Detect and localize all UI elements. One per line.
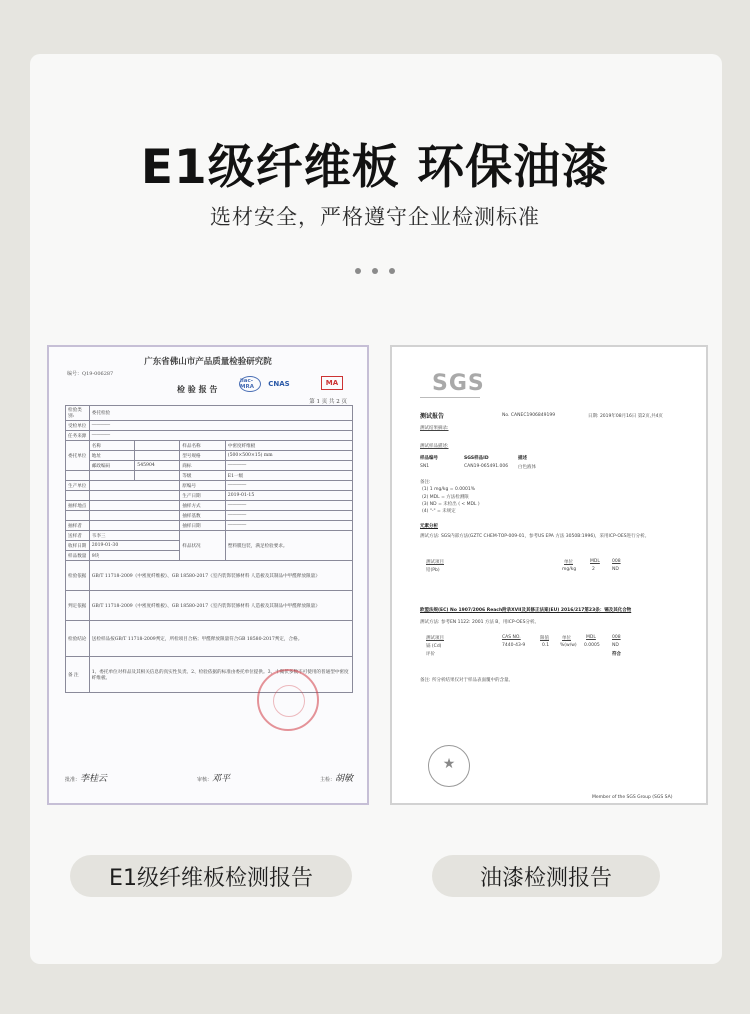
sgs-th-mdl: MDL xyxy=(590,559,600,564)
table-cell: 韦李三 xyxy=(89,531,180,541)
table-cell: 商标 xyxy=(180,461,226,471)
table-cell: 检验类别: xyxy=(66,406,90,421)
table-cell: 检验结论 xyxy=(66,621,90,657)
table-cell: 2019-01-15 xyxy=(225,491,352,501)
table-cell: 收样日期 xyxy=(66,541,90,551)
sgs-method-2: 测试方法: 参考EN 1122: 2001 方法 B，用ICP-OES分析。 xyxy=(420,620,539,625)
carousel-dot xyxy=(389,268,395,274)
sgs-footer: Member of the SGS Group (SGS SA) xyxy=(592,795,673,800)
table-cell xyxy=(89,471,135,481)
sgs-lead-unit: mg/kg xyxy=(562,567,577,572)
table-cell: 生产日期 xyxy=(180,491,226,501)
fiberboard-report-button[interactable]: E1级纤维板检测报告 xyxy=(70,855,352,897)
table-cell: GB/T 11718-2009《中密度纤维板》、GB 18580-2017《室内装饰装修材料 人造板及其制品中甲醛释放限量》 xyxy=(89,561,352,591)
cnas-logo-icon: CNAS xyxy=(268,380,290,388)
sgs-th-result: 008 xyxy=(612,635,621,640)
table-cell xyxy=(89,501,180,511)
red-seal-stamp-icon xyxy=(257,669,319,731)
report-number: 编号：Q19-006287 xyxy=(67,371,114,377)
table-cell: ―――― xyxy=(225,521,352,531)
table-cell: 任务来源 xyxy=(66,431,90,441)
table-cell: ―――― xyxy=(89,421,352,431)
sgs-report-title: 测试报告 xyxy=(420,413,445,420)
table-cell: 抽样者 xyxy=(66,521,90,531)
sgs-section-elements: 元素分析 xyxy=(420,524,438,529)
sgs-summary-label: 测试结果摘录: xyxy=(420,426,449,431)
sgs-sample-label: 测试样品描述: xyxy=(420,444,449,449)
table-cell xyxy=(89,481,180,491)
table-cell: 样品状况 xyxy=(180,531,226,561)
sgs-cd-unit: %(w/w) xyxy=(560,643,577,648)
table-cell: 生产单位 xyxy=(66,481,90,491)
sgs-notes-title: 备注: xyxy=(420,480,431,485)
table-cell: E1一级 xyxy=(225,471,352,481)
sgs-row-desc: 白色液体 xyxy=(518,465,536,470)
table-cell: 地址 xyxy=(89,451,135,461)
table-cell: 1、委托单位对样品及其相关信息的真实性负责。2、检验依据的标准由委托单位提供。3、十微伏多数不可使用的普通型中密度纤维板。 xyxy=(89,657,352,693)
sgs-row-sgs: CAN19-065491.006 xyxy=(464,464,509,469)
sgs-cd-limit: 0.1 xyxy=(542,643,550,648)
sgs-lead-result: ND xyxy=(612,567,619,572)
sgs-report-number: No. CANEC1906849199 xyxy=(502,413,556,418)
table-cell: 塑料膜包装，满足检验要求。 xyxy=(225,531,352,561)
sgs-note: (1) 1 mg/kg = 0.0001% xyxy=(422,487,475,492)
sgs-th-mdl: MDL xyxy=(586,635,596,640)
table-cell: 抽样地点 xyxy=(66,501,90,511)
table-cell: 545904 xyxy=(135,461,180,471)
sgs-cd-result: ND xyxy=(612,643,619,648)
sgs-bottom-note: 备注: 所分析结果仅对于样品表面覆中的含量。 xyxy=(420,678,513,683)
table-cell xyxy=(89,521,180,531)
sgs-method-1: 测试方法: SGS内部方法(GZTC CHEM-TOP-009-01，参考US EPA 方法 3050B:1996)，采用ICP-OES进行分析。 xyxy=(420,534,650,539)
table-cell: GB/T 11718-2009《中密度纤维板》、GB 18580-2017《室内装饰装修材料 人造板及其制品中甲醛释放限量》 xyxy=(89,591,352,621)
fiberboard-report-image[interactable] xyxy=(47,345,369,805)
page-headline: E1级纤维板 环保油漆 xyxy=(140,140,610,195)
sgs-seal-icon xyxy=(428,745,470,787)
carousel-dot xyxy=(372,268,378,274)
table-cell: 送检样品按GB/T 11718-2009判定，所检项目合格；甲醛释放限量符合GB 18580-2017判定，合格。 xyxy=(89,621,352,657)
sgs-cd-item: 镉 (Cd) xyxy=(426,644,442,649)
report-subtitle: 检 验 报 告 xyxy=(177,384,218,394)
table-cell: 抽样基数 xyxy=(180,511,226,521)
sgs-row-no: SN1 xyxy=(420,464,430,469)
table-cell: 抽样方式 xyxy=(180,501,226,511)
sgs-th-item: 测试项目 xyxy=(426,560,444,565)
sgs-cd-mdl: 0.0005 xyxy=(584,643,600,648)
table-cell: 备 注 xyxy=(66,657,90,693)
table-cell: 邮政编码 xyxy=(89,461,135,471)
table-cell: 名称 xyxy=(89,441,135,451)
sgs-judge-result: 符合 xyxy=(612,652,621,657)
sgs-th-cas: CAS NO. xyxy=(502,635,521,640)
sgs-header-desc: 描述 xyxy=(518,456,527,461)
paint-report-button[interactable]: 油漆检测报告 xyxy=(432,855,660,897)
carousel-dot xyxy=(355,268,361,274)
table-cell xyxy=(135,451,180,461)
sgs-th-result: 008 xyxy=(612,559,621,564)
table-cell: 9块 xyxy=(89,551,180,561)
table-cell: 2019-01-30 xyxy=(89,541,180,551)
table-cell: 型号规格 xyxy=(180,451,226,461)
sgs-th-unit: 单位 xyxy=(562,636,571,641)
paint-report-image[interactable] xyxy=(390,345,708,805)
table-cell: 委托单位 xyxy=(66,441,90,471)
sgs-header-no: 样品编号 xyxy=(420,456,438,461)
table-cell xyxy=(66,511,90,521)
sgs-th-limit: 限值 xyxy=(540,636,549,641)
sgs-logo-icon: SGS xyxy=(432,371,485,396)
sgs-judge-row: 评价 xyxy=(426,652,435,657)
carousel-dots xyxy=(0,268,750,274)
table-cell: 检验依据 xyxy=(66,561,90,591)
table-cell: 中密度纤维板 xyxy=(225,441,352,451)
sgs-report-date: 日期: 2019年08月16日 第2页,共4页 xyxy=(588,414,663,419)
table-cell: 样品名称 xyxy=(180,441,226,451)
table-cell: 委托检验 xyxy=(89,406,352,421)
table-cell: 原编号 xyxy=(180,481,226,491)
table-cell: 抽样日期 xyxy=(180,521,226,531)
sgs-note: (3) ND = 未检出 ( < MDL ) xyxy=(422,502,480,507)
sgs-section-reach: 欧盟法规(EC) No 1907/2006 Reach附录XVII及其修正法案(EU) 2016/217第23条：镉及其化合物 xyxy=(420,608,632,613)
inspection-table xyxy=(65,405,353,693)
signature-row: 批准：李桂云 审核：邓平 主检：胡敏 xyxy=(65,774,353,784)
sgs-lead-item: 铅(Pb) xyxy=(426,568,440,573)
table-cell: ―――― xyxy=(225,481,352,491)
sgs-note: (4) "-" = 未规定 xyxy=(422,509,456,514)
sgs-note: (2) MDL = 方法检测限 xyxy=(422,495,469,500)
table-cell: 受检单位 xyxy=(66,421,90,431)
sgs-logo-rule xyxy=(420,397,480,398)
sgs-th-unit: 单位 xyxy=(564,560,573,565)
table-cell xyxy=(135,441,180,451)
table-cell xyxy=(66,471,90,481)
sgs-header-sgs: SGS样品ID xyxy=(464,456,489,461)
table-cell xyxy=(89,491,180,501)
table-cell: 送样者 xyxy=(66,531,90,541)
report-page-number: 第 1 页 共 2 页 xyxy=(309,399,347,405)
table-cell: ―――― xyxy=(225,511,352,521)
report-institute-title: 广东省佛山市产品质量检验研究院 xyxy=(144,357,272,367)
table-cell: (500×500×15) mm xyxy=(225,451,352,461)
sgs-cd-cas: 7440-43-9 xyxy=(502,643,526,648)
sgs-lead-mdl: 2 xyxy=(592,567,595,572)
page-subline: 选材安全，严格遵守企业检测标准 xyxy=(210,205,540,229)
table-cell xyxy=(66,491,90,501)
table-cell: 等级 xyxy=(180,471,226,481)
ilac-logo-icon: ilac-MRA xyxy=(239,376,261,392)
sgs-th-item: 测试项目 xyxy=(426,636,444,641)
table-cell: ―――― xyxy=(89,431,352,441)
table-cell: ―――― xyxy=(225,501,352,511)
table-cell: ―――― xyxy=(225,461,352,471)
table-cell xyxy=(135,471,180,481)
cma-logo-icon: MA xyxy=(321,376,343,390)
table-cell xyxy=(89,511,180,521)
table-cell: 样品数量 xyxy=(66,551,90,561)
table-cell: 判定依据 xyxy=(66,591,90,621)
